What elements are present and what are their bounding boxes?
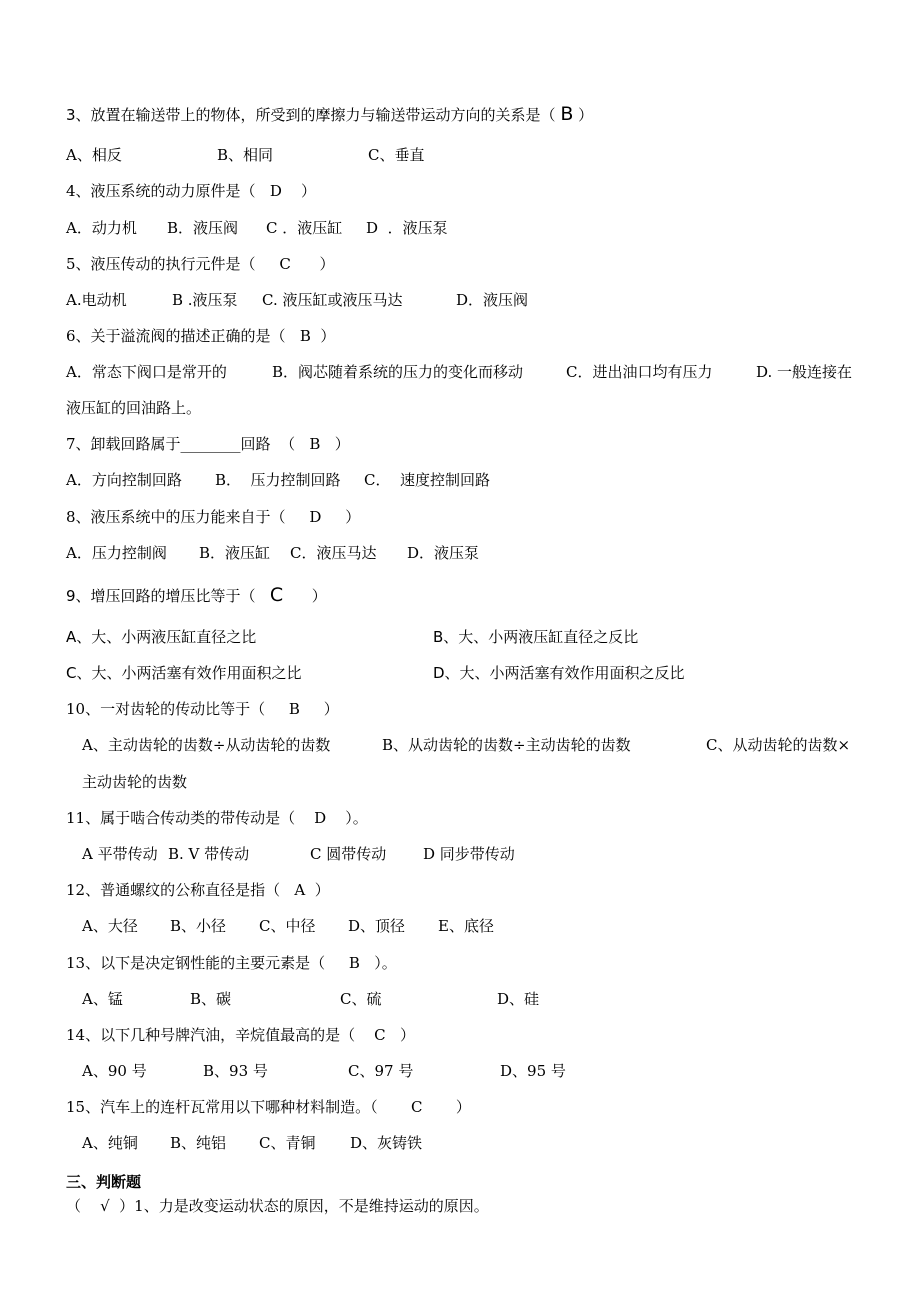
question-15: 15、汽车上的连杆瓦常用以下哪种材料制造。（ C ） xyxy=(66,1098,471,1116)
question-6-option-b: B．阀芯随着系统的压力的变化而移动 xyxy=(272,363,524,381)
question-3 xyxy=(66,104,593,125)
question-15-option-b: B、纯铝 xyxy=(170,1134,227,1152)
question-11-option-a: A 平带传动 xyxy=(82,845,158,863)
question-11-option-b: B. V 带传动 xyxy=(168,845,250,863)
question-3-option-c: C、垂直 xyxy=(368,146,425,164)
question-15-option-a: A、纯铜 xyxy=(82,1134,138,1152)
question-12-option-c: C、中径 xyxy=(259,917,316,935)
question-9-option-d: D、大、小两活塞有效作用面积之反比 xyxy=(433,664,685,682)
question-7-option-c: C． 速度控制回路 xyxy=(364,471,491,489)
question-10-option-c: C、从动齿轮的齿数× xyxy=(706,736,851,754)
question-14: 14、以下几种号牌汽油，辛烷值最高的是（ C ） xyxy=(66,1026,415,1044)
question-9-option-a: A、大、小两液压缸直径之比 xyxy=(66,628,257,646)
question-10-option-b: B、从动齿轮的齿数÷主动齿轮的齿数 xyxy=(382,736,631,754)
question-12-option-b: B、小径 xyxy=(170,917,227,935)
question-11-option-c: C 圆带传动 xyxy=(310,845,387,863)
question-3-option-b: B、相同 xyxy=(217,146,274,164)
question-10-option-a: A、主动齿轮的齿数÷从动齿轮的齿数 xyxy=(82,736,331,754)
question-12-option-e: E、底径 xyxy=(438,917,494,935)
question-8: 8、液压系统中的压力能来自于（ D ） xyxy=(66,508,361,526)
question-6-option-d: D. 一般连接在 xyxy=(756,363,853,381)
question-4-option-c: C ．液压缸 xyxy=(266,219,343,237)
question-8-option-b: B．液压缸 xyxy=(199,544,271,562)
question-14-option-d: D、95 号 xyxy=(500,1062,566,1080)
question-4-option-a: A．动力机 xyxy=(66,219,137,237)
question-13-option-a: A、锰 xyxy=(82,990,123,1008)
question-5-option-a: A.电动机 xyxy=(66,291,127,309)
question-14-option-b: B、93 号 xyxy=(203,1062,268,1080)
question-7-option-a: A．方向控制回路 xyxy=(66,471,182,489)
question-12-option-a: A、大径 xyxy=(82,917,138,935)
question-13-option-c: C、硫 xyxy=(340,990,382,1008)
section-3-heading: 三、判断题 xyxy=(66,1173,142,1191)
question-9-number: 9、 xyxy=(66,587,91,605)
question-9-option-c: C、大、小两活塞有效作用面积之比 xyxy=(66,664,302,682)
question-15-option-c: C、青铜 xyxy=(259,1134,316,1152)
question-14-option-c: C、97 号 xyxy=(348,1062,414,1080)
question-3-answer: B xyxy=(560,103,574,125)
question-7-option-b: B． 压力控制回路 xyxy=(215,471,341,489)
judgment-item-1: （ √ ）1、力是改变运动状态的原因，不是维持运动的原因。 xyxy=(66,1197,489,1215)
question-4-option-d: D ．液压泵 xyxy=(366,219,448,237)
question-13-option-d: D、硅 xyxy=(497,990,540,1008)
question-6: 6、关于溢流阀的描述正确的是（ B ） xyxy=(66,327,336,345)
question-8-option-d: D．液压泵 xyxy=(407,544,480,562)
question-5-option-d: D．液压阀 xyxy=(456,291,529,309)
question-6-option-a: A．常态下阀口是常开的 xyxy=(66,363,227,381)
question-3-close: ） xyxy=(573,106,594,124)
question-13: 13、以下是决定钢性能的主要元素是（ B ）。 xyxy=(66,954,397,972)
question-6-option-c: C．进出油口均有压力 xyxy=(566,363,713,381)
question-9-text: 增压回路的增压比等于（ xyxy=(90,587,270,605)
question-9-close: ） xyxy=(283,587,327,605)
question-9-answer: C xyxy=(269,584,284,606)
question-11-option-d: D 同步带传动 xyxy=(423,845,515,863)
question-10: 10、一对齿轮的传动比等于（ B ） xyxy=(66,700,339,718)
question-3-number: 3、 xyxy=(66,106,91,124)
question-3-text: 放置在输送带上的物体，所受到的摩擦力与输送带运动方向的关系是（ xyxy=(90,106,561,124)
question-5-option-c: C. 液压缸或液压马达 xyxy=(262,291,403,309)
question-11: 11、属于啮合传动类的带传动是（ D ）。 xyxy=(66,809,368,827)
question-4-option-b: B．液压阀 xyxy=(167,219,239,237)
question-3-option-a: A、相反 xyxy=(66,146,122,164)
question-9 xyxy=(66,585,327,606)
question-5-option-b: B .液压泵 xyxy=(172,291,238,309)
question-8-option-a: A．压力控制阀 xyxy=(66,544,167,562)
question-13-option-b: B、碳 xyxy=(190,990,232,1008)
question-12-option-d: D、顶径 xyxy=(348,917,406,935)
question-6-continuation: 液压缸的回油路上。 xyxy=(66,399,202,417)
question-14-option-a: A、90 号 xyxy=(82,1062,147,1080)
question-5: 5、液压传动的执行元件是（ C ） xyxy=(66,255,335,273)
question-4: 4、液压系统的动力原件是（ D ） xyxy=(66,182,316,200)
question-7: 7、卸载回路属于________回路 （ B ） xyxy=(66,435,350,453)
question-10-continuation: 主动齿轮的齿数 xyxy=(82,773,188,791)
question-15-option-d: D、灰铸铁 xyxy=(350,1134,423,1152)
question-12: 12、普通螺纹的公称直径是指（ A ） xyxy=(66,881,330,899)
question-8-option-c: C．液压马达 xyxy=(290,544,377,562)
question-9-option-b: B、大、小两液压缸直径之反比 xyxy=(433,628,639,646)
